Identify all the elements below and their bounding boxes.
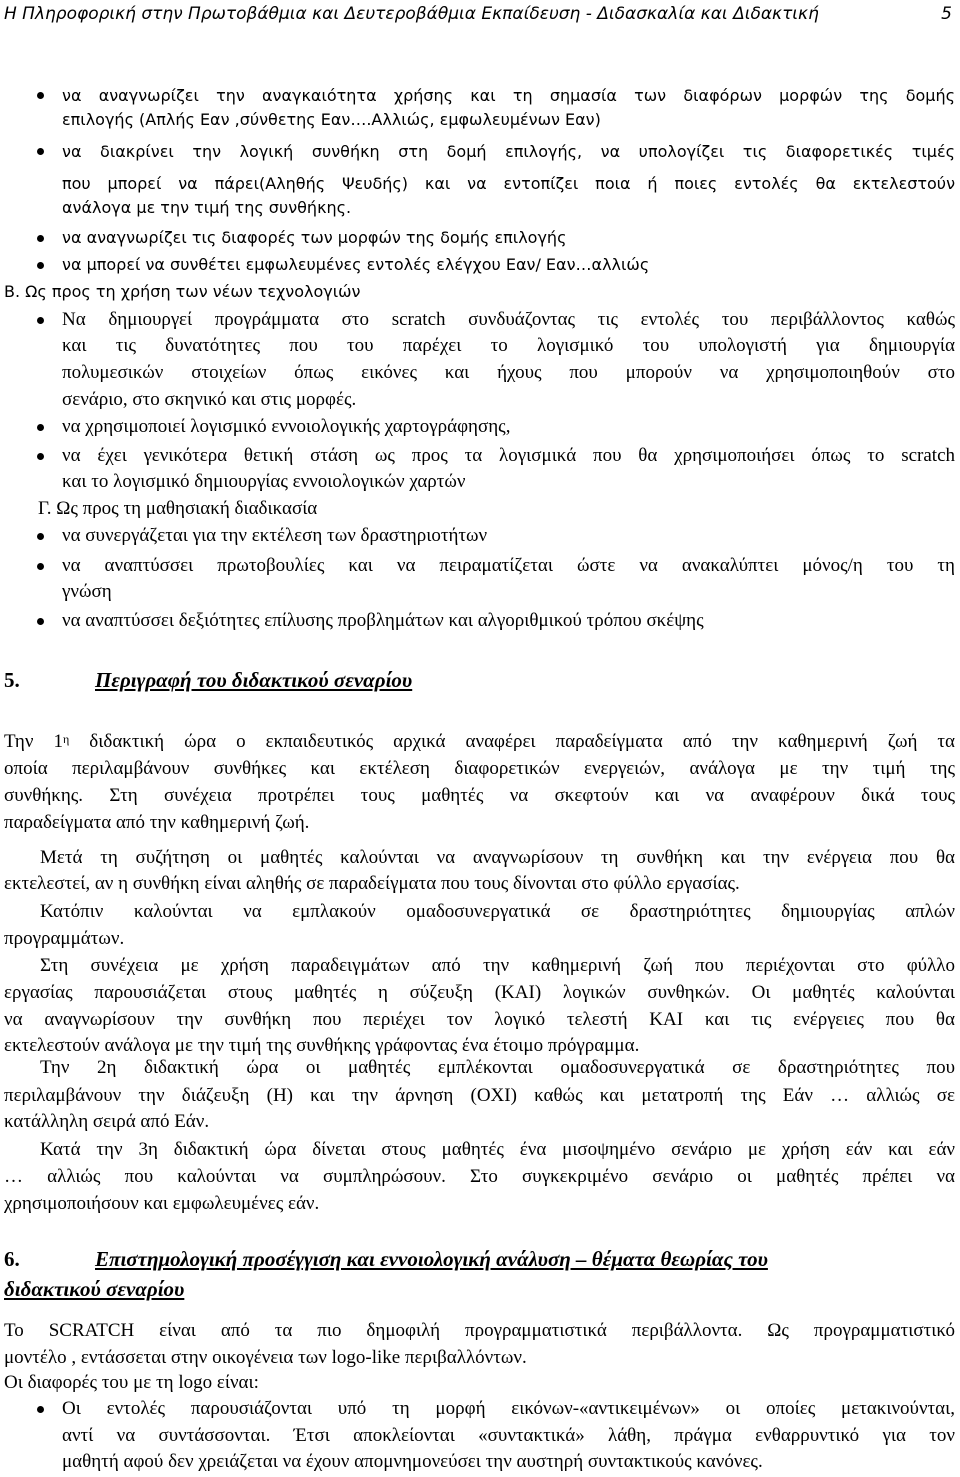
running-header (4, 2, 956, 28)
section-5-p4-line4: εκτελεστούν ανάλογα με την τιμή της συνθήκης γράφοντας ένα έτοιμο πρόγραμμα. (4, 1035, 640, 1056)
bullet-icon (37, 1406, 44, 1413)
objective-c2-line1: να αναπτύσσει πρωτοβουλίες και να πειραματίζεται ώστε να ανακαλύπτει μόνος/η του τη (62, 555, 955, 576)
section-5-p3-line2: προγραμμάτων. (4, 928, 125, 949)
section-6-p1-line1: Το SCRATCH είναι από τα πιο δημοφιλή προγραμματιστικά περιβάλλοντα. Ως προγραμματιστικό (4, 1320, 955, 1341)
bullet-icon (37, 424, 44, 431)
section-5-p5-line2: περιλαμβάνουν την διάζευξη (Η) και την άρνηση (ΟΧΙ) καθώς και μετατροπή της Εάν … αλλιώς σε (4, 1085, 955, 1106)
objective-a1-line1: να αναγνωρίζει την αναγκαιότητα χρήσης και τη σημασία των διαφόρων μορφών της δομής (62, 86, 955, 105)
section-6-p2: Οι διαφορές του με τη logo είναι: (4, 1372, 259, 1393)
section-6-bullet-line1: Οι εντολές παρουσιάζονται υπό τη μορφή εικόνων-«αντικειμένων» οι οποίες μετακινούνται, (62, 1398, 955, 1419)
bullet-icon (37, 453, 44, 460)
objective-c1: να συνεργάζεται για την εκτέλεση των δραστηριοτήτων (62, 525, 488, 546)
section-6-p1-line2: μοντέλο , εντάσσεται στην οικογένεια των logo-like περιβαλλόντων. (4, 1347, 527, 1368)
section-5-title: Περιγραφή του διδακτικού σεναρίου (95, 668, 413, 692)
bullet-icon (37, 92, 44, 99)
objective-b1-line3: πολυμεσικών στοιχείων όπως εικόνες και ήχους που μπορούν να χρησιμοποιηθούν στο (62, 362, 955, 383)
section-5-p4-line3: να αναγνωρίσουν την συνθήκη που περιέχει τον λογικό τελεστή ΚΑΙ και τις ενέργειες που θα (4, 1009, 955, 1030)
objective-c2-line2: γνώση (62, 581, 112, 602)
section-6-title-line2: διδακτικού σεναρίου (4, 1277, 185, 1301)
section-c-heading: Γ. Ως προς τη μαθησιακή διαδικασία (38, 498, 318, 519)
section-5-p1-line2: οποία περιλαμβάνουν συνθήκες και εκτέλεση διαφορετικών ενεργειών, ανάλογα με την τιμή της (4, 758, 955, 779)
section-5-p1-line3: συνθήκης. Στη συνέχεια προτρέπει τους μαθητές να σκεφτούν και να αναφέρουν δικά τους (4, 785, 955, 806)
bullet-icon (37, 148, 44, 155)
header-title: Η Πληροφορική στην Πρωτοβάθμια και Δευτεροβάθμια Εκπαίδευση - Διδασκαλία και Διδακτική (4, 4, 819, 24)
section-6-bullet-line3: μαθητή αφού δεν χρειάζεται να έχουν απομνημονεύσει την αυστηρή συντακτικούς κανόνες. (62, 1451, 763, 1472)
bullet-icon (37, 317, 44, 324)
objective-a2-line3: ανάλογα με την τιμή της συνθήκης. (62, 198, 352, 217)
section-5-p4-line1: Στη συνέχεια με χρήση παραδειγμάτων από την καθημερινή ζωή που περιέχονται στο φύλλο (40, 955, 955, 976)
bullet-icon (37, 235, 44, 242)
section-5-p6-line2: … αλλιώς που καλούνται να συμπληρώσουν. Στο συγκεκριμένο σενάριο οι μαθητές πρέπει να (4, 1166, 955, 1187)
section-5-p5-line3: κατάλληλη σειρά από Εάν. (4, 1111, 210, 1132)
objective-b2: να χρησιμοποιεί λογισμικό εννοιολογικής χαρτογράφησης, (62, 416, 511, 437)
objective-a1-line2: επιλογής (Απλής Εαν ,σύνθετης Εαν….Αλλιώς, εμφωλευμένων Εαν) (62, 110, 601, 129)
section-6-number: 6. (4, 1247, 20, 1271)
bullet-icon (37, 563, 44, 570)
objective-b1-line1: Να δημιουργεί προγράμματα στο scratch συνδυάζοντας τις εντολές του περιβάλλοντος καθώς (62, 309, 955, 330)
section-5-number: 5. (4, 668, 20, 692)
objective-a2-line1: να διακρίνει την λογική συνθήκη στη δομή επιλογής, να υπολογίζει τις διαφορετικές τιμές (62, 142, 955, 161)
objective-c3: να αναπτύσσει δεξιότητες επίλυσης προβλημάτων και αλγοριθμικού τρόπου σκέψης (62, 610, 704, 631)
objective-a4: να μπορεί να συνθέτει εμφωλευμένες εντολές ελέγχου Εαν/ Εαν…αλλιώς (62, 255, 650, 274)
section-6-title-line1: Επιστημολογική προσέγγιση και εννοιολογική ανάλυση – θέματα θεωρίας του (95, 1247, 768, 1271)
objective-a3: να αναγνωρίζει τις διαφορές των μορφών της δομής επιλογής (62, 228, 567, 247)
bullet-icon (37, 533, 44, 540)
section-5-p3-line1: Κατόπιν καλούνται να εμπλακούν ομαδοσυνεργατικά σε δραστηριότητες δημιουργίας απλών (40, 901, 955, 922)
objective-a2-line2: που μπορεί να πάρει(Αληθής Ψευδής) και να εντοπίζει ποια ή ποιες εντολές θα εκτελεστούν (62, 174, 955, 193)
objective-b3-line2: και το λογισμικό δημιουργίας εννοιολογικών χαρτών (62, 471, 466, 492)
bullet-icon (37, 262, 44, 269)
section-5-p1-line1: Την $1^\eta$ διδακτική ώρα ο εκπαιδευτικός αρχικά αναφέρει παραδείγματα από την καθημερινή ζωή τα (4, 731, 956, 752)
section-5-p6-line1: Κατά την 3η διδακτική ώρα δίνεται στους μαθητές ένα μισοψημένο σενάριο με χρήση εάν και εάν (40, 1139, 955, 1160)
section-5-p2-line1: Μετά τη συζήτηση οι μαθητές καλούνται να αναγνωρίσουν τη συνθήκη και την ενέργεια που θα (40, 847, 955, 868)
section-5-p5-line1: Την 2η διδακτική ώρα οι μαθητές εμπλέκονται ομαδοσυνεργατικά σε δραστηριότητες που (40, 1057, 955, 1078)
section-6-bullet-line2: αντί να συντάσσονται. Έτσι αποκλείονται «συντακτικά» λάθη, πράγμα ενθαρρυντικό για τον (62, 1425, 955, 1446)
bullet-icon (37, 618, 44, 625)
objective-b3-line1: να έχει γενικότερα θετική στάση ως προς τα λογισμικά που θα χρησιμοποιήσει όπως το scratch (62, 445, 955, 466)
objective-b1-line2: και τις δυνατότητες που του παρέχει το λογισμικό του υπολογιστή για δημιουργία (62, 335, 955, 356)
page-number: 5 (941, 4, 952, 24)
section-5-p1-line4: παραδείγματα από την καθημερινή ζωή. (4, 812, 310, 833)
objective-b1-line4: σενάριο, στο σκηνικό και στις μορφές. (62, 389, 357, 410)
section-5-p6-line3: χρησιμοποιήσουν και εμφωλευμένες εάν. (4, 1193, 320, 1214)
section-5-p4-line2: εργασίας παρουσιάζεται στους μαθητές η σύζευξη (ΚΑΙ) λογικών συνθηκών. Οι μαθητές καλούνται (4, 982, 955, 1003)
section-5-p2-line2: εκτελεστεί, αν η συνθήκη είναι αληθής σε παραδείγματα που τους δίνονται στο φύλλο εργασίας. (4, 873, 740, 894)
section-b-heading: Β. Ως προς τη χρήση των νέων τεχνολογιών (4, 282, 361, 301)
